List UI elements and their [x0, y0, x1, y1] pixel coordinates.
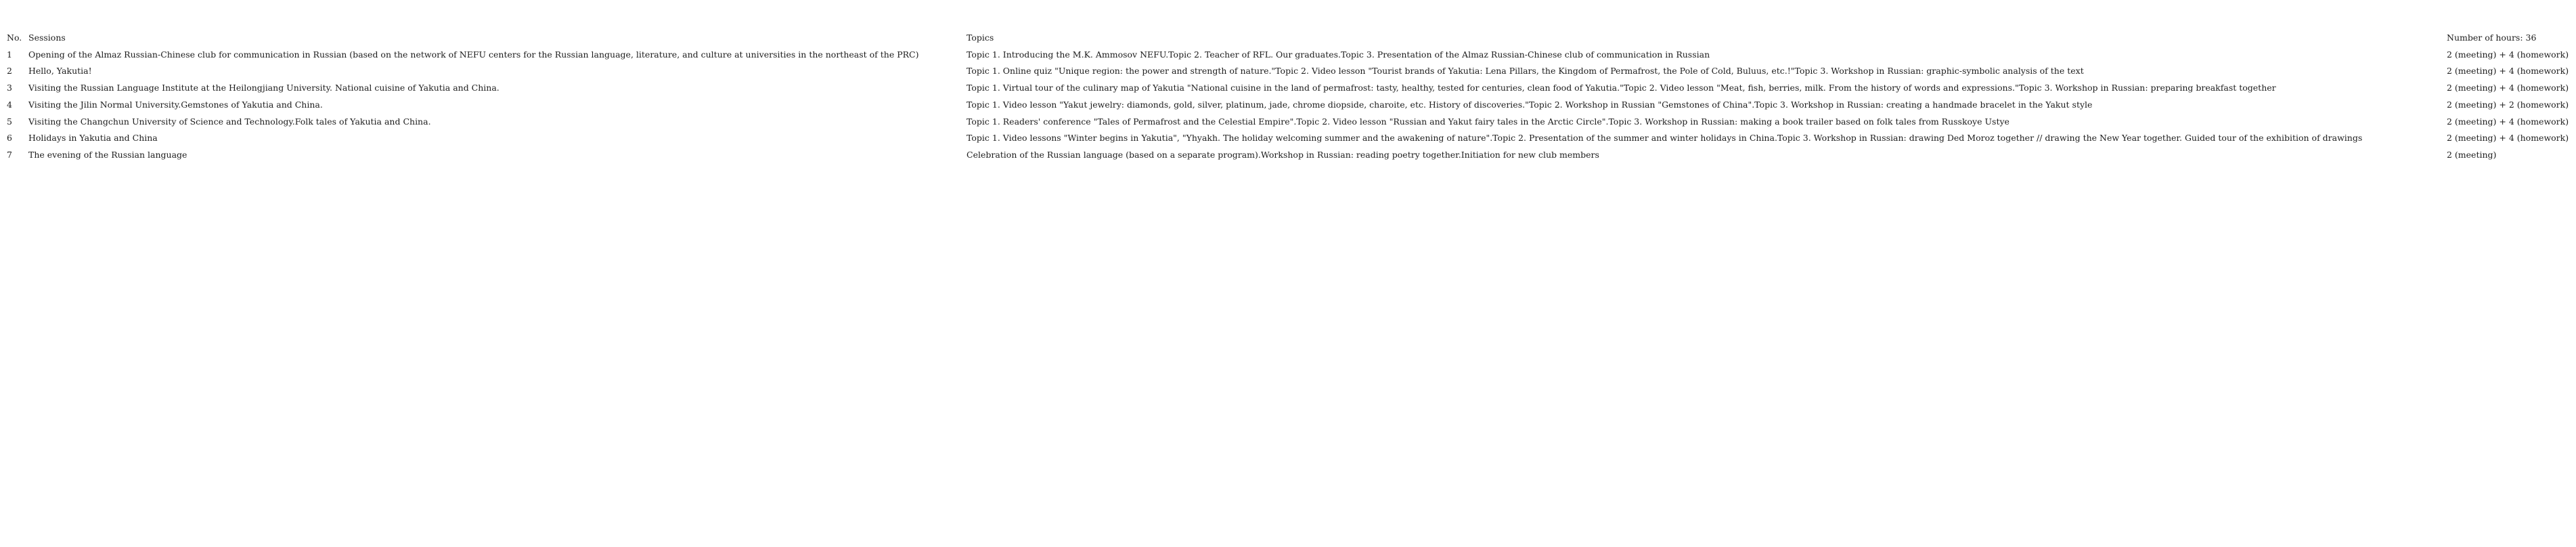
cell-hours: 2 (meeting) + 4 (homework): [2447, 116, 2569, 127]
cell-topics: Celebration of the Russian language (based on a separate program).Workshop in Russian: reading poetry together.Initiation for new club members: [967, 149, 1599, 160]
cell-topics: Topic 1. Virtual tour of the culinary map of Yakutia "National cuisine in the land of permafrost: tasty, healthy, tested for centuries, clean food of Yakutia."Topic 2. Video lesson "Meat, fish, berries, milk. From the history of words and expressions."Topic 3. Workshop in Russian: preparing breakfast together: [967, 83, 2276, 93]
cell-no: 2: [7, 66, 12, 76]
cell-no: 4: [7, 99, 12, 110]
cell-topics: Topic 1. Introducing the M.K. Ammosov NEFU.Topic 2. Teacher of RFL. Our graduates.Topic 3. Presentation of the Almaz Russian-Chinese club of communication in Russian: [967, 49, 1710, 60]
table-row: [7, 63, 2572, 80]
cell-no: 5: [7, 116, 12, 127]
header-hours: Number of hours: 36: [2447, 32, 2537, 43]
header-row: [7, 30, 2572, 47]
table-row: [7, 147, 2572, 164]
club-program-table: [7, 30, 2572, 164]
cell-sessions: Holidays in Yakutia and China: [28, 133, 158, 144]
table-row: [7, 80, 2572, 97]
cell-sessions: The evening of the Russian language: [28, 149, 187, 160]
cell-topics: Topic 1. Video lesson "Yakut jewelry: diamonds, gold, silver, platinum, jade, chrome diopside, charoite, etc. History of discoveries."Topic 2. Workshop in Russian "Gemstones of China".Topic 3. Workshop in Russian: creating a handmade bracelet in the Yakut style: [967, 99, 2093, 110]
cell-sessions: Visiting the Jilin Normal University.Gemstones of Yakutia and China.: [28, 99, 323, 110]
cell-topics: Topic 1. Video lessons "Winter begins in Yakutia", "Yhyakh. The holiday welcoming summer and the awakening of nature".Topic 2. Presentation of the summer and winter holidays in China.Topic 3. Workshop in Russian: drawing Ded Moroz together // drawing the New Year together. Guided tour of the exhibition of drawings: [967, 133, 2363, 144]
header-no: No.: [7, 32, 22, 43]
cell-no: 6: [7, 133, 12, 144]
header-topics: Topics: [967, 32, 994, 43]
cell-sessions: Visiting the Changchun University of Science and Technology.Folk tales of Yakutia and China.: [28, 116, 431, 127]
cell-no: 3: [7, 83, 12, 93]
cell-no: 7: [7, 149, 12, 160]
cell-sessions: Opening of the Almaz Russian-Chinese club for communication in Russian (based on the network of NEFU centers for the Russian language, literature, and culture at universities in the northeast of the PRC): [28, 49, 919, 60]
cell-topics: Topic 1. Readers' conference "Tales of Permafrost and the Celestial Empire".Topic 2. Video lesson "Russian and Yakut fairy tales in the Arctic Circle".Topic 3. Workshop in Russian: making a book trailer based on folk tales from Russkoye Ustye: [967, 116, 2009, 127]
cell-hours: 2 (meeting) + 4 (homework): [2447, 83, 2569, 93]
table-row: [7, 47, 2572, 64]
table-row: [7, 114, 2572, 131]
cell-sessions: Hello, Yakutia!: [28, 66, 92, 76]
cell-sessions: Visiting the Russian Language Institute at the Heilongjiang University. National cuisine of Yakutia and China.: [28, 83, 499, 93]
header-sessions: Sessions: [28, 32, 66, 43]
cell-hours: 2 (meeting) + 4 (homework): [2447, 66, 2569, 76]
cell-no: 1: [7, 49, 12, 60]
cell-hours: 2 (meeting) + 4 (homework): [2447, 49, 2569, 60]
table-row: [7, 130, 2572, 147]
cell-hours: 2 (meeting) + 4 (homework): [2447, 133, 2569, 144]
cell-hours: 2 (meeting) + 2 (homework): [2447, 99, 2569, 110]
table-row: [7, 97, 2572, 114]
cell-hours: 2 (meeting): [2447, 149, 2497, 160]
cell-topics: Topic 1. Online quiz "Unique region: the power and strength of nature."Topic 2. Video lesson "Tourist brands of Yakutia: Lena Pillars, the Kingdom of Permafrost, the Pole of Cold, Buluus, etc.!"Topic 3. Workshop in Russian: graphic-symbolic analysis of the text: [967, 66, 2084, 76]
